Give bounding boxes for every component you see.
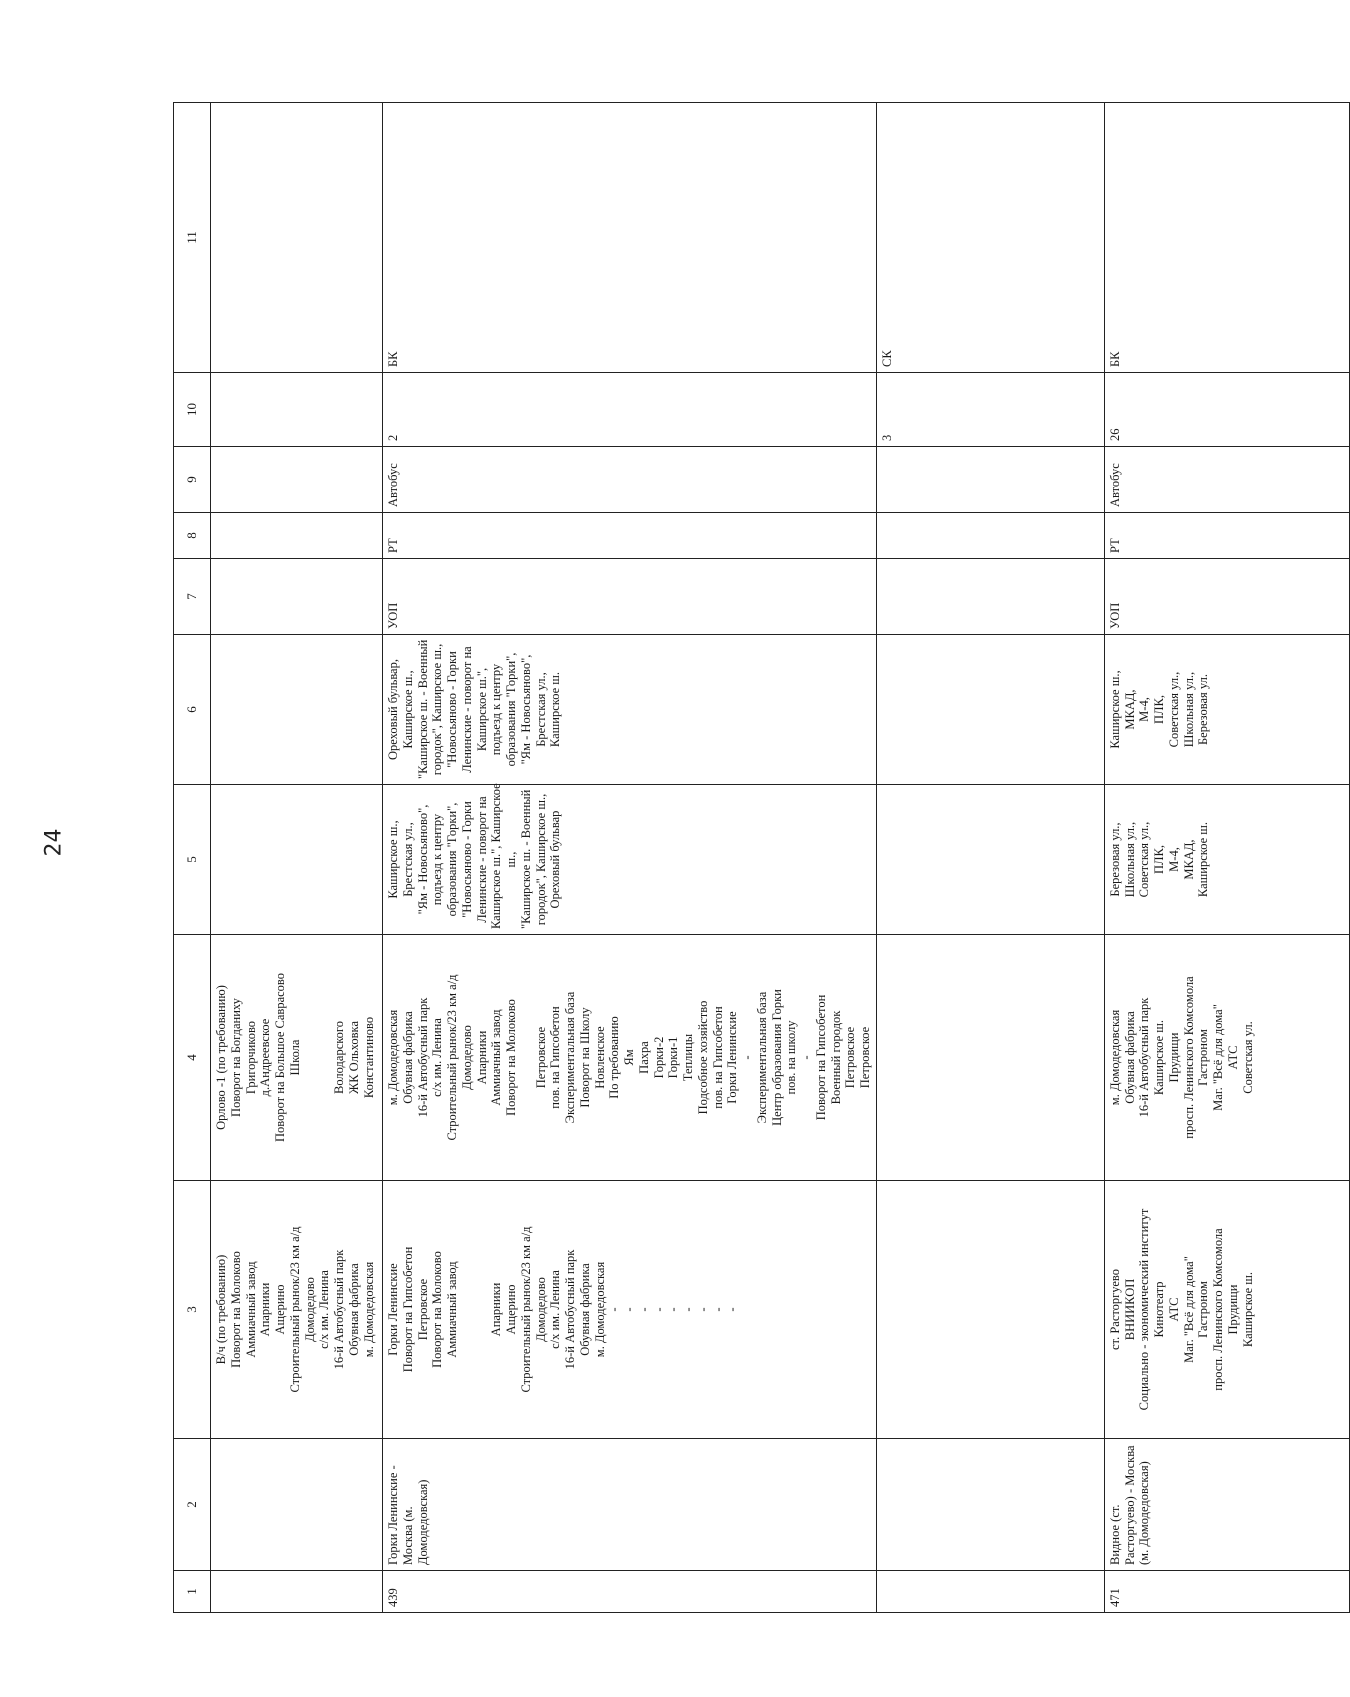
cell-line: Каширское ш.,: [386, 820, 400, 899]
cell-line: Обувная фабрика: [1122, 1011, 1137, 1104]
cell-line: -: [725, 1307, 740, 1312]
cell-col-1: [1104, 1571, 1349, 1613]
cell-col-7: [1104, 559, 1349, 635]
cell-line: В/ч (по требованию): [214, 1254, 228, 1365]
cell-line: Каширское ш.: [1196, 821, 1211, 898]
cell-line: просп. Ленинского Комсомола: [1181, 976, 1196, 1139]
cell-line: -: [651, 1307, 666, 1312]
cell-line: -: [636, 1307, 651, 1312]
cell-col-10: [383, 373, 877, 447]
cell-text: Автобус: [386, 463, 400, 507]
cell-line: [317, 940, 332, 1175]
cell-line: Обувная фабрика: [577, 1263, 592, 1356]
cell-line: Апарники: [258, 1282, 273, 1337]
cell-line: Советская ул.,: [1137, 821, 1152, 898]
cell-line: -: [681, 1307, 695, 1312]
cell-line: 16-й Автобусный парк: [563, 1249, 577, 1370]
cell-line: Маг. "Всё для дома": [1211, 1004, 1225, 1111]
col-header-3: 3: [174, 1181, 211, 1439]
cell-line: Строительный рынок/23 км а/д: [287, 1226, 302, 1393]
cell-line: Горки-1: [666, 1036, 681, 1079]
cell-line: Володарского: [332, 1021, 346, 1095]
cell-col-4: [1104, 935, 1349, 1181]
cell-line: Петровское: [533, 1026, 548, 1089]
cell-line: пов. на Гипсобетон: [710, 1006, 725, 1109]
cell-line: Березовая ул.,: [1107, 822, 1122, 897]
cell-line: Школа: [287, 1039, 302, 1076]
cell-line: Маг. "Всё для дома": [1181, 1256, 1196, 1363]
cell-line: "Новосьяново - Горки: [459, 801, 474, 918]
cell-line: Горки Ленинские: [386, 1263, 400, 1356]
cell-line: "Новосьяново - Горки: [445, 651, 459, 768]
cell-line: Петровское: [858, 1026, 872, 1089]
cell-line: м. Домодедовская: [592, 1261, 607, 1358]
cell-line: -: [607, 1307, 622, 1312]
cell-line: Обувная фабрика: [400, 1011, 415, 1104]
cell-col-8: [1104, 513, 1349, 559]
cell-line: "Каширское ш. - Военный: [415, 639, 430, 779]
cell-line: образования "Горки",: [504, 652, 518, 767]
cell-line: Новленское: [592, 1026, 607, 1089]
cell-col-7: [876, 559, 1104, 635]
cell-text: РТ: [386, 538, 400, 553]
cell-line: Прудищи: [1225, 1284, 1240, 1335]
table-row: [211, 103, 383, 1613]
cell-line: Экспериментальная база: [563, 991, 577, 1124]
table-row: [383, 103, 877, 1613]
cell-line: Поворот на Гипсобетон: [813, 994, 828, 1121]
cell-col-6: [1104, 635, 1349, 785]
cell-col-5: [383, 785, 877, 935]
cell-line: [303, 940, 318, 1175]
cell-line: -: [740, 1055, 754, 1060]
cell-line: -: [695, 1307, 710, 1312]
cell-line: [475, 1186, 490, 1433]
cell-line: "Ям - Новосьяново",: [518, 654, 533, 765]
cell-line: М-4,: [1166, 847, 1181, 872]
cell-text: 26: [1107, 428, 1122, 441]
cell-line: с/х им. Ленина: [430, 1018, 445, 1097]
cell-line: -: [622, 1307, 636, 1312]
cell-col-1: [383, 1571, 877, 1613]
cell-line: Ащерино: [504, 1284, 518, 1335]
cell-col-11: [1104, 103, 1349, 373]
cell-col-11: [876, 103, 1104, 373]
cell-line: Поворот на Молоково: [504, 999, 518, 1116]
cell-col-8: [211, 513, 383, 559]
cell-line: городок", Каширское ш.,: [533, 793, 548, 926]
col-header-10: 10: [174, 373, 211, 447]
cell-line: образования "Горки",: [445, 802, 459, 917]
cell-line: Каширское ш.: [1152, 1019, 1166, 1096]
cell-line: Подсобное хозяйство: [695, 1000, 710, 1115]
table-row: [876, 103, 1104, 1613]
cell-col-7: [211, 559, 383, 635]
cell-col-3: [1104, 1181, 1349, 1439]
cell-line: [519, 940, 534, 1175]
cell-line: подъезд к центру: [489, 663, 504, 756]
cell-text: УОП: [386, 602, 400, 629]
cell-line: [460, 1186, 475, 1433]
cell-line: 16-й Автобусный парк: [332, 1249, 346, 1370]
cell-line: Ям: [622, 1049, 636, 1066]
cell-col-4: [211, 935, 383, 1181]
cell-line: Каширское ш.", Каширское: [489, 783, 504, 929]
cell-line: подъезд к центру: [430, 813, 445, 906]
cell-line: Брестская ул.,: [400, 822, 415, 897]
cell-line: Поворот на Гипсобетон: [400, 1246, 415, 1373]
cell-col-2: [876, 1439, 1104, 1571]
col-header-7: 7: [174, 559, 211, 635]
cell-col-2: [383, 1439, 877, 1571]
cell-line: Каширское ш.: [1240, 1271, 1255, 1348]
cell-col-2: [211, 1439, 383, 1571]
cell-line: МКАД,: [1181, 839, 1196, 880]
cell-line: Каширское ш.,: [1107, 670, 1122, 749]
cell-line: ВНИИКОП: [1122, 1278, 1137, 1341]
cell-line: Центр образования Горки: [769, 989, 784, 1126]
cell-line: Апарники: [489, 1282, 504, 1337]
cell-line: Социально - экономический институт: [1137, 1208, 1152, 1411]
cell-line: Пахра: [636, 1041, 651, 1074]
cell-line: Константиново: [361, 1016, 376, 1099]
cell-line: Березовая ул.: [1196, 674, 1211, 746]
cell-line: Брестская ул.,: [533, 672, 548, 747]
cell-line: Горки-2: [651, 1036, 666, 1079]
cell-line: ЖК Ольховка: [346, 1021, 361, 1094]
cell-line: с/х им. Ленина: [317, 1270, 332, 1349]
cell-line: Поворот на Богданиху: [228, 998, 243, 1117]
cell-line: с/х им. Ленина: [548, 1270, 563, 1349]
cell-line: Поворот на Молоково: [228, 1251, 243, 1368]
header-row: [174, 103, 211, 1613]
cell-col-3: [383, 1181, 877, 1439]
col-header-9: 9: [174, 447, 211, 513]
col-header-2: 2: [174, 1439, 211, 1571]
cell-col-7: [383, 559, 877, 635]
col-header-11: 11: [174, 103, 211, 373]
cell-col-4: [876, 935, 1104, 1181]
cell-line: Петровское: [843, 1026, 858, 1089]
cell-col-9: [876, 447, 1104, 513]
cell-line: Прудищи: [1166, 1032, 1181, 1083]
cell-text: БК: [1107, 351, 1122, 367]
cell-col-5: [876, 785, 1104, 935]
cell-line: Поворот на Школу: [577, 1007, 592, 1108]
cell-line: Ащерино: [273, 1284, 287, 1335]
cell-line: -: [710, 1307, 725, 1312]
cell-line: ш.,: [504, 851, 518, 868]
table-row: [1104, 103, 1349, 1613]
cell-line: АТС: [1225, 1045, 1240, 1070]
cell-col-9: [211, 447, 383, 513]
col-header-5: 5: [174, 785, 211, 935]
cell-col-8: [876, 513, 1104, 559]
cell-col-10: [211, 373, 383, 447]
cell-line: Обувная фабрика: [346, 1263, 361, 1356]
cell-line: М-4,: [1137, 697, 1152, 722]
cell-line: ПЛК,: [1152, 695, 1166, 724]
cell-line: Гастроном: [1196, 1281, 1211, 1338]
cell-text: БК: [386, 351, 400, 367]
cell-line: 16-й Автобусный парк: [415, 997, 430, 1118]
cell-line: Аммиачный завод: [445, 1261, 459, 1358]
cell-line: Экспериментальная база: [754, 991, 769, 1124]
cell-line: ст. Расторгуево: [1107, 1269, 1122, 1350]
cell-col-2: [1104, 1439, 1349, 1571]
cell-col-8: [383, 513, 877, 559]
cell-line: -: [666, 1307, 681, 1312]
cell-col-6: [211, 635, 383, 785]
cell-line: ПЛК,: [1152, 845, 1166, 874]
cell-line: Гастроном: [1196, 1029, 1211, 1086]
cell-line: АТС: [1166, 1297, 1181, 1322]
cell-line: м. Домодедовская: [1107, 1009, 1122, 1106]
cell-line: Строительный рынок/23 км а/д: [445, 974, 459, 1141]
cell-text: СК: [879, 350, 894, 367]
cell-text: РТ: [1107, 538, 1122, 553]
cell-line: городок", Каширское ш.,: [430, 643, 445, 776]
col-header-1: 1: [174, 1571, 211, 1613]
cell-line: Ленинские - поворот на: [474, 796, 489, 923]
cell-line: Горки Ленинские: [725, 1011, 740, 1104]
cell-line: Ореховый бульвар: [548, 810, 563, 909]
col-header-4: 4: [174, 935, 211, 1181]
cell-col-1: [876, 1571, 1104, 1613]
cell-line: Каширское ш.,: [400, 670, 415, 749]
cell-line: Ореховый бульвар,: [386, 659, 400, 760]
cell-line: Каширское ш.",: [474, 667, 489, 752]
cell-text: 471: [1107, 1588, 1122, 1607]
cell-col-10: [1104, 373, 1349, 447]
cell-line: Школьная ул.,: [1181, 671, 1196, 748]
cell-line: Теплицы: [681, 1033, 695, 1082]
cell-col-6: [383, 635, 877, 785]
col-header-6: 6: [174, 635, 211, 785]
cell-line: пов. на Гипсобетон: [548, 1006, 563, 1109]
cell-text: Видное (ст. Расторгуево) - Москва (м. Домодедовская): [1107, 1445, 1152, 1565]
cell-text: 2: [386, 434, 400, 441]
cell-line: Поворот на Большое Саврасово: [273, 973, 287, 1142]
cell-line: Военный городок: [828, 1010, 843, 1105]
rotated-table-wrapper: [173, 103, 1255, 1613]
cell-line: "Ям - Новосьяново",: [415, 804, 430, 915]
cell-col-9: [1104, 447, 1349, 513]
cell-line: просп. Ленинского Комсомола: [1211, 1228, 1225, 1391]
cell-line: м. Домодедовская: [386, 1009, 400, 1106]
cell-line: Аммиачный завод: [243, 1261, 258, 1358]
cell-line: Школьная ул.,: [1122, 821, 1137, 898]
cell-line: Орлово -1 (по требованию): [214, 985, 228, 1130]
cell-col-10: [876, 373, 1104, 447]
cell-col-5: [211, 785, 383, 935]
cell-line: Советская ул.: [1240, 1021, 1255, 1094]
cell-line: По требованию: [607, 1016, 622, 1099]
cell-line: "Каширское ш. - Военный: [518, 789, 533, 929]
col-header-8: 8: [174, 513, 211, 559]
route-table: [173, 102, 1350, 1613]
cell-line: 16-й Автобусный парк: [1137, 997, 1152, 1118]
page-number: 24: [41, 828, 67, 857]
cell-col-1: [211, 1571, 383, 1613]
cell-line: Домодедово: [302, 1277, 317, 1342]
cell-text: 3: [879, 434, 894, 441]
cell-line: Каширское ш.: [548, 671, 563, 748]
cell-col-3: [211, 1181, 383, 1439]
cell-col-5: [1104, 785, 1349, 935]
cell-text: 439: [386, 1588, 400, 1607]
cell-line: Строительный рынок/23 км а/д: [518, 1226, 533, 1393]
cell-col-4: [383, 935, 877, 1181]
cell-col-11: [383, 103, 877, 373]
cell-line: м. Домодедовская: [361, 1261, 376, 1358]
cell-line: Апарники: [474, 1030, 489, 1085]
cell-line: д.Андреевское: [258, 1018, 273, 1097]
cell-text: Автобус: [1107, 463, 1122, 507]
cell-text: УОП: [1107, 602, 1122, 629]
cell-col-11: [211, 103, 383, 373]
cell-line: Ленинские - поворот на: [459, 646, 474, 773]
cell-line: Домодедово: [459, 1025, 474, 1090]
cell-col-6: [876, 635, 1104, 785]
cell-line: Поворот на Молоково: [430, 1251, 445, 1368]
cell-line: Петровское: [415, 1278, 430, 1341]
cell-line: Кинотеатр: [1152, 1281, 1166, 1338]
cell-col-3: [876, 1181, 1104, 1439]
cell-line: Домодедово: [533, 1277, 548, 1342]
cell-text: Горки Ленинские - Москва (м. Домодедовская): [386, 1465, 430, 1565]
cell-line: пов. на школу: [784, 1020, 799, 1095]
cell-line: Григорчиково: [243, 1020, 258, 1095]
cell-line: Аммиачный завод: [489, 1009, 504, 1106]
cell-line: -: [799, 1055, 813, 1060]
cell-col-9: [383, 447, 877, 513]
cell-line: Советская ул.,: [1166, 671, 1181, 748]
cell-line: МКАД,: [1122, 689, 1137, 730]
